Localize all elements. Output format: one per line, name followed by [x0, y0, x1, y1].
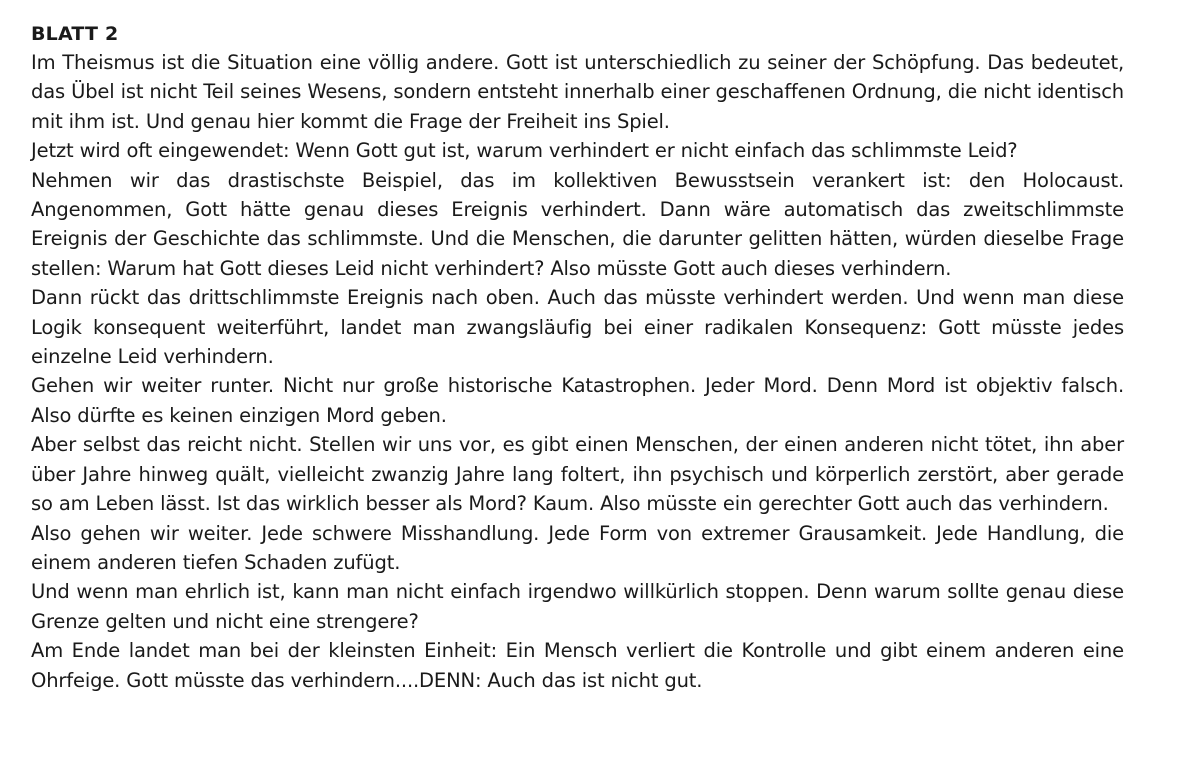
paragraph-holocaust: Nehmen wir das drastischste Beispiel, das im kollektiven Bewusstsein verankert ist: den Holocaust. Angenommen, Gott hätte genau dieses Ereignis verhindert. Dann wäre automatisch das zweitschlimmste Ereignis der Geschichte das schlimmste. Und die Menschen, die darunter gelitten hätten, würden dieselbe Frage stellen: Warum hat Gott dieses Leid nicht verhindert? Also müsste Gott auch dieses verhindern. [31, 168, 1124, 280]
paragraph-ohrfeige: Am Ende landet man bei der kleinsten Einheit: Ein Mensch verliert die Kontrolle und gibt einem anderen eine Ohrfeige. Gott müsste das verhindern....DENN: Auch das ist nicht gut. [31, 639, 1124, 692]
paragraph-mord: Gehen wir weiter runter. Nicht nur große historische Katastrophen. Jeder Mord. Denn Mord ist objektiv falsch. Also dürfte es keinen einzigen Mord geben. [31, 374, 1124, 427]
paragraph-einwand: Jetzt wird oft eingewendet: Wenn Gott gut ist, warum verhindert er nicht einfach das schlimmste Leid? [31, 139, 1018, 163]
document-title: BLATT 2 [31, 23, 119, 45]
paragraph-misshandlung: Also gehen wir weiter. Jede schwere Misshandlung. Jede Form von extremer Grausamkeit. Jede Handlung, die einem anderen tiefen Schaden zufügt. [31, 521, 1124, 574]
paragraph-drittschlimmste: Dann rückt das drittschlimmste Ereignis nach oben. Auch das müsste verhindert werden. Und wenn man diese Logik konsequent weiterführt, landet man zwangsläufig bei einer radikalen Konsequenz: Gott müsste jedes einzelne Leid verhindern. [31, 286, 1124, 369]
paragraph-theismus: Im Theismus ist die Situation eine völlig andere. Gott ist unterschiedlich zu seiner der Schöpfung. Das bedeutet, das Übel ist nicht Teil seines Wesens, sondern entsteht innerhalb einer geschaffenen Ordnung, die nicht identisch mit ihm ist. Und genau hier kommt die Frage der Freiheit ins Spiel. [31, 51, 1125, 133]
paragraph-grenze: Und wenn man ehrlich ist, kann man nicht einfach irgendwo willkürlich stoppen. Denn warum sollte genau diese Grenze gelten und nicht eine strengere? [31, 580, 1124, 633]
paragraph-folter: Aber selbst das reicht nicht. Stellen wir uns vor, es gibt einen Menschen, der einen anderen nicht tötet, ihn aber über Jahre hinweg quält, vielleicht zwanzig Jahre lang foltert, ihn psychisch und körperlich zerstört, aber gerade so am Leben lässt. Ist das wirklich besser als Mord? Kaum. Also müsste ein gerechter Gott auch das verhindern. [31, 433, 1124, 516]
